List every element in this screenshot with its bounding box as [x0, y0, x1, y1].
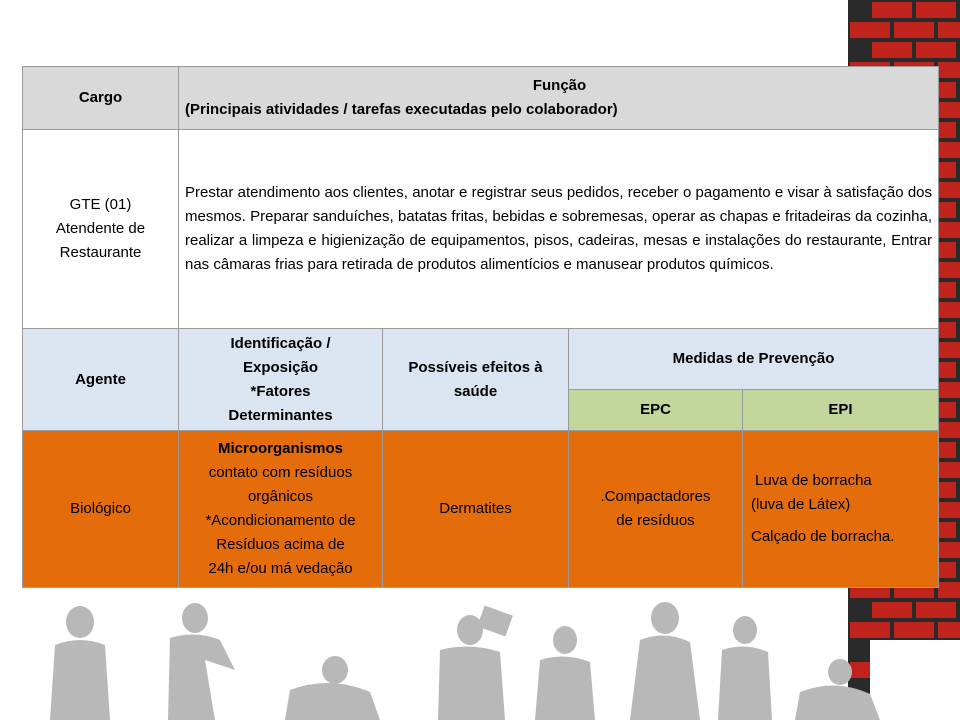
job-code: GTE (01) — [69, 196, 132, 213]
job-title-line2: Restaurante — [59, 244, 142, 261]
agente-header: Agente — [23, 329, 179, 431]
ident-line4: *Acondicionamento de — [205, 512, 356, 529]
identificacao-line1: Identificação / — [230, 334, 331, 352]
identificacao-line2: Exposição — [242, 358, 319, 376]
cargo-header: Cargo — [23, 67, 179, 130]
efeitos-header — [383, 329, 569, 431]
identificacao-header — [179, 329, 383, 431]
job-description: Prestar atendimento aos clientes, anotar e registrar seus pedidos, receber o pagamento e visar à satisfação dos mesmos. Preparar sanduíches, batatas fritas, bebidas e sobremesas, operar as chapas e fritadeiras da cozinha, realizar a limpeza e higienização de equipamentos, pisos, cadeiras, mesas e instalações do restaurante, Entrar nas câmaras frias para retirada de produtos alimentícios e manusear produtos químicos. — [179, 130, 939, 329]
efeitos-line2: saúde — [453, 382, 498, 400]
epi-line2: (luva de Látex) — [751, 496, 851, 513]
risk-header-row — [23, 329, 939, 390]
epi-line3: Calçado de borracha. — [751, 528, 895, 545]
efeitos-line1: Possíveis efeitos à — [408, 358, 543, 376]
epc-line1: .Compactadores — [600, 488, 711, 505]
epc-header: EPC — [569, 390, 743, 431]
header-row — [23, 67, 939, 130]
epc-value — [569, 431, 743, 588]
identificacao-line4: Determinantes — [228, 406, 333, 424]
medidas-header: Medidas de Prevenção — [569, 329, 939, 390]
efeitos-value: Dermatites — [383, 431, 569, 588]
epc-line2: de resíduos — [616, 512, 695, 529]
biologico-row — [23, 431, 939, 588]
ident-line1: Microorganismos — [217, 440, 344, 457]
worker-silhouettes-decoration — [0, 600, 900, 720]
identificacao-value — [179, 431, 383, 588]
agente-value: Biológico — [23, 431, 179, 588]
job-title-line1: Atendente de — [55, 220, 146, 237]
ident-line3: orgânicos — [247, 488, 314, 505]
epi-header: EPI — [743, 390, 939, 431]
job-row — [23, 130, 939, 329]
funcao-subtitle: (Principais atividades / tarefas executadas pelo colaborador) — [185, 101, 618, 118]
ident-line2: contato com resíduos — [208, 464, 353, 481]
risk-assessment-table — [22, 66, 939, 588]
ident-line5: Resíduos acima de — [216, 536, 345, 553]
identificacao-line3: *Fatores — [250, 382, 311, 400]
job-cell — [23, 130, 179, 329]
epi-line1: Luva de borracha — [755, 472, 872, 489]
funcao-title: Função — [532, 77, 587, 94]
ident-line6: 24h e/ou má vedação — [208, 560, 353, 577]
funcao-header — [179, 67, 939, 130]
epi-value — [743, 431, 939, 588]
